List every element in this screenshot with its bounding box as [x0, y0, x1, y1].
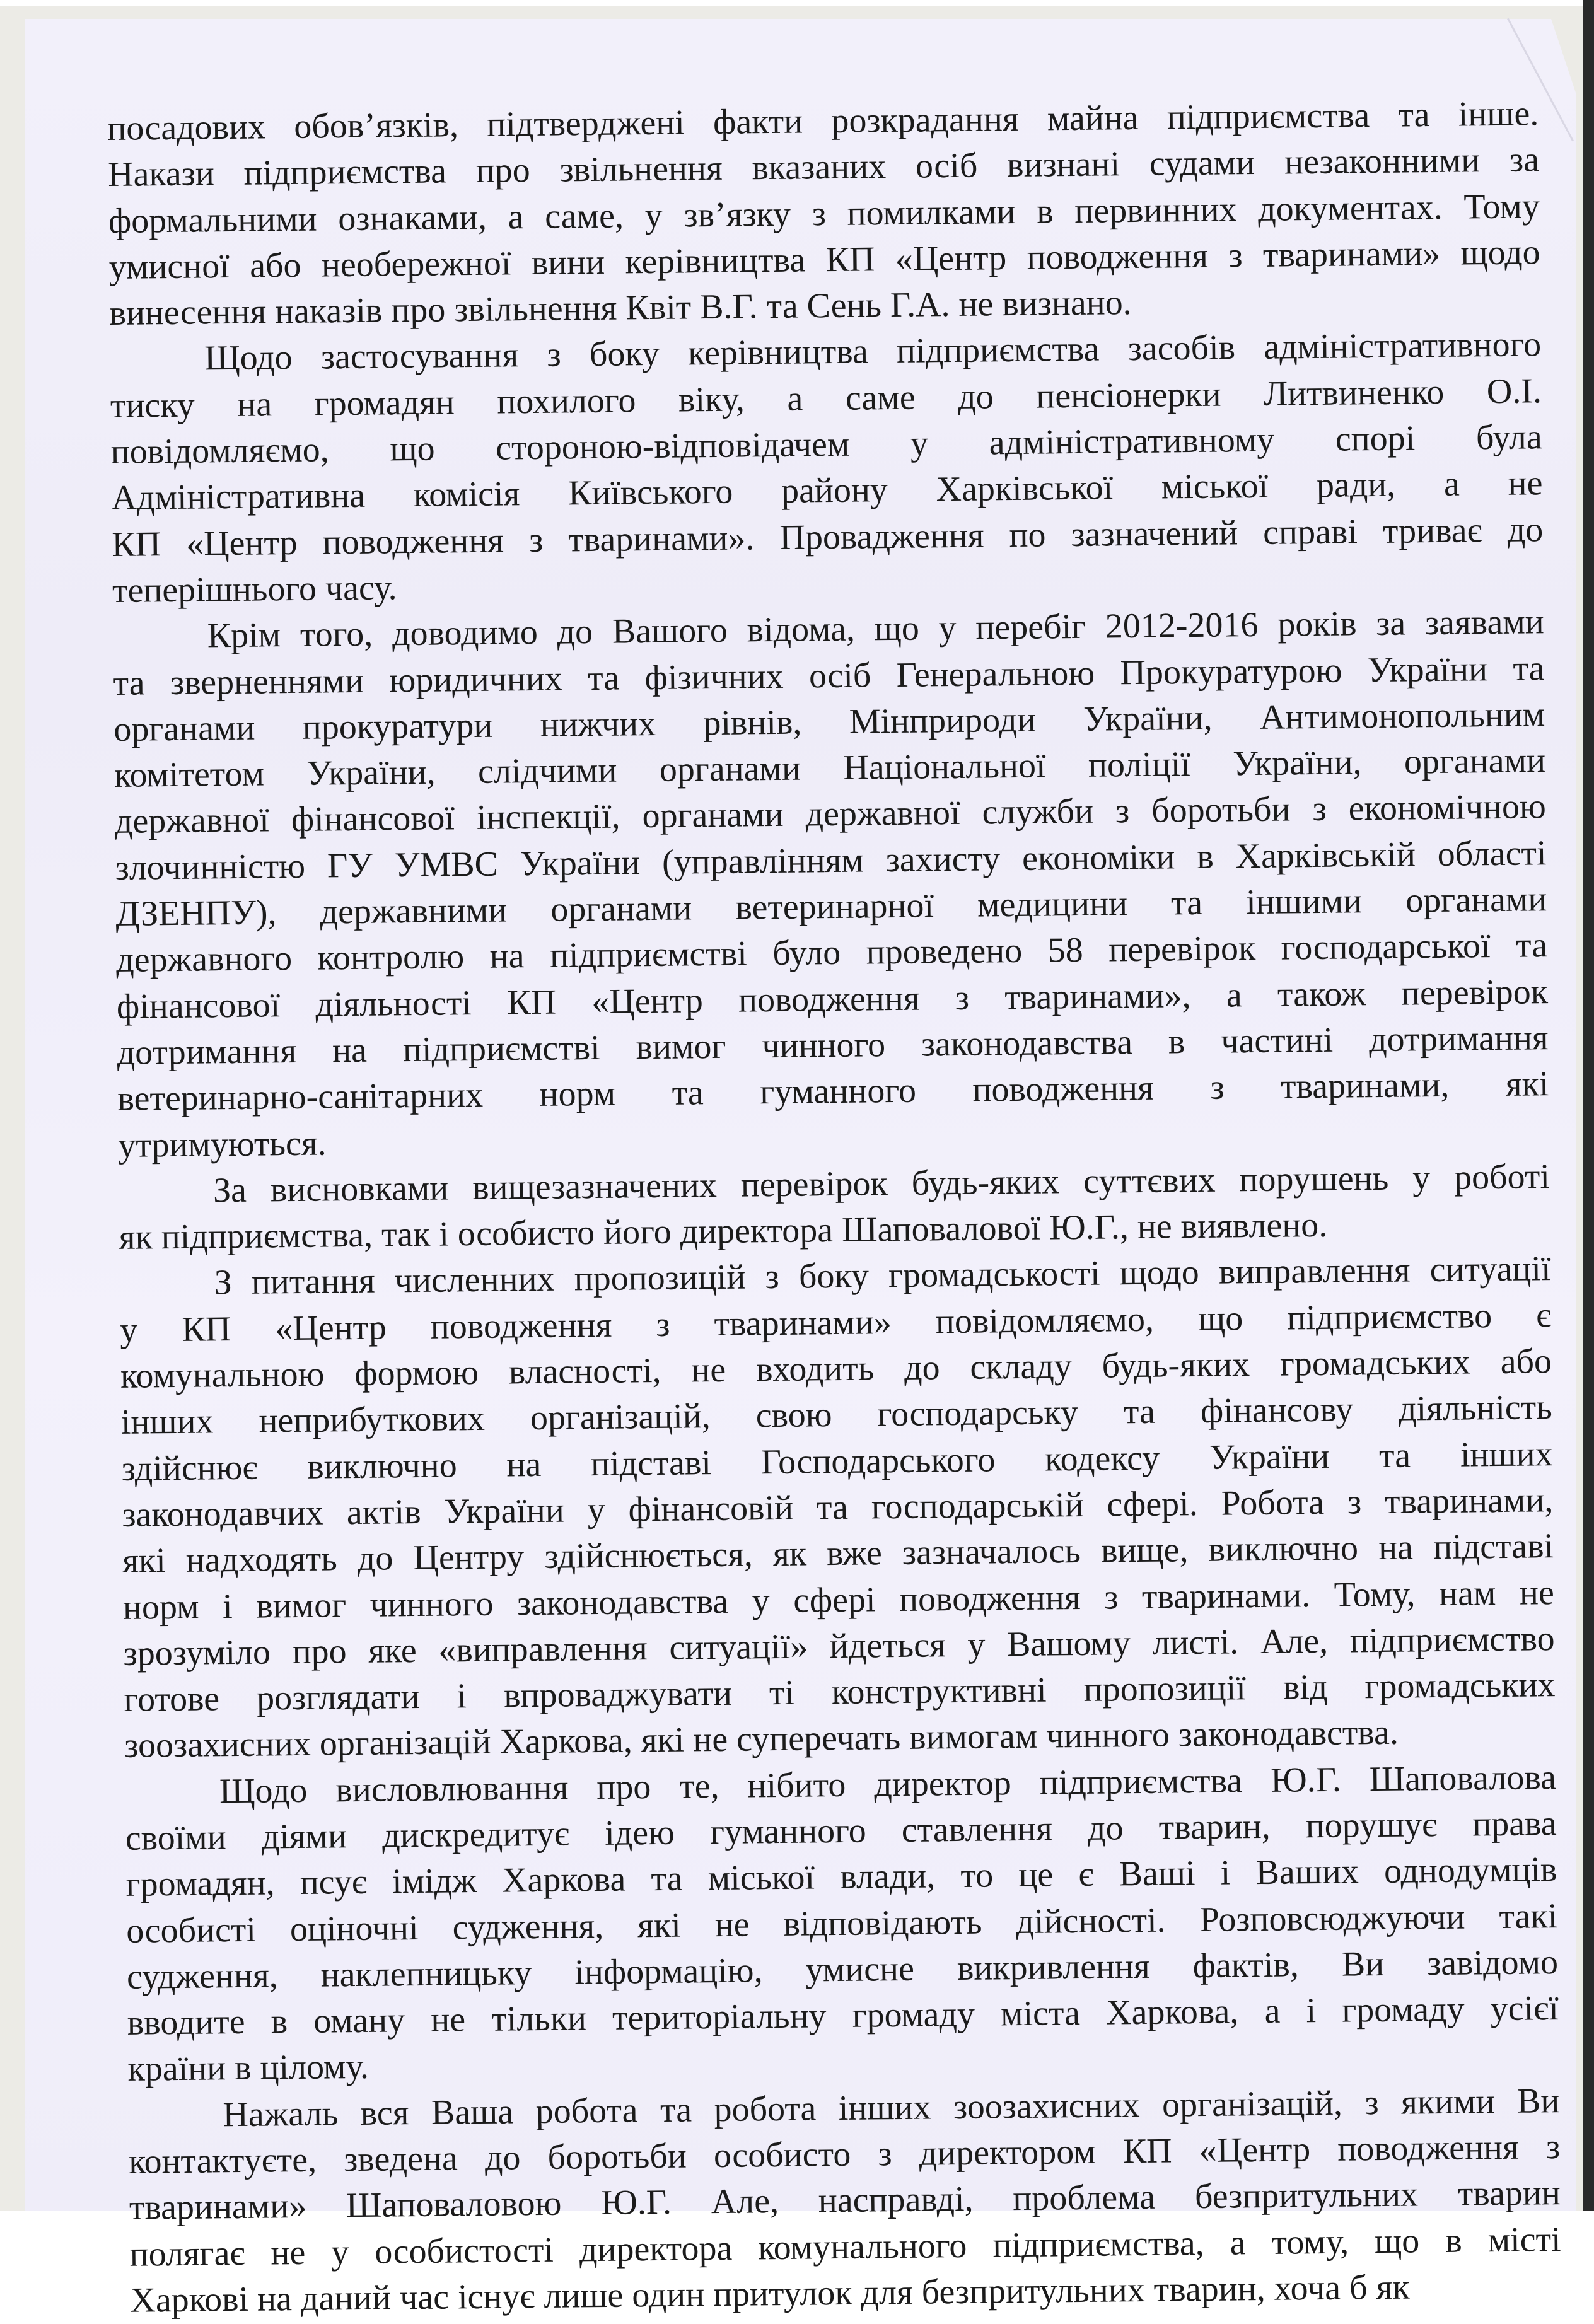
text-line: ДЗЕНПУ), державними органами ветеринарної медицини та іншими органами [115, 880, 1547, 934]
text-line: дотримання на підприємстві вимог чинного законодавства в частині дотримання [117, 1018, 1549, 1072]
text-line: вводите в оману не тільки територіальну громаду міста Харкова, а і громаду усієї [127, 1989, 1559, 2043]
paragraph [110, 322, 1544, 615]
text-line: державного контролю на підприємстві було проведено 58 перевірок господарської та [115, 926, 1548, 980]
paragraph [107, 91, 1541, 337]
text-line: інших неприбуткових організацій, свою господарську та фінансову діяльність [120, 1388, 1553, 1443]
text-line: злочинністю ГУ УМВС України (управлінням захисту економіки в Харківській області [115, 833, 1547, 888]
paragraph [125, 1755, 1559, 2093]
text-line: комунальною формою власності, не входить до складу будь-яких громадських або [120, 1342, 1552, 1396]
text-line: теперішнього часу. [112, 568, 397, 610]
text-line: своїми діями дискредитує ідею гуманного ставлення до тварин, порушує права [125, 1804, 1557, 1858]
text-line: комітетом України, слідчими органами Національної поліції України, органами [113, 741, 1546, 796]
text-line: фінансової діяльності КП «Центр поводження з тваринами», а також перевірок [116, 972, 1549, 1026]
text-line: полягає не у особистості директора комунального підприємства, а тому, що в місті [129, 2219, 1561, 2274]
text-line: ветеринарно-санітарних норм та гуманного поводження з тваринами, які [117, 1064, 1549, 1119]
text-line: Крім того, доводимо до Вашого відома, що у перебіг 2012-2016 років за заявами [207, 602, 1545, 656]
text-line: посадових обов’язків, підтверджені факти розкрадання майна підприємства та інше. [107, 94, 1539, 148]
paragraph [112, 599, 1549, 1168]
text-line: утримуються. [117, 1123, 327, 1165]
text-line: тваринами» Шаповаловою Ю.Г. Але, насправді, проблема безпритульних тварин [129, 2173, 1561, 2228]
text-line: Харкові на даний час існує лише один притулок для безпритульних тварин, хоча б як [130, 2267, 1410, 2320]
text-line: громадян, псує імідж Харкова та міської влади, то це є Ваші і Ваших однодумців [125, 1850, 1557, 1905]
text-line: тиску на громадян похилого віку, а саме до пенсіонерки Литвиненко О.І. [110, 371, 1542, 426]
text-line: Нажаль вся Ваша робота та робота інших зоозахисних організацій, з якими Ви [223, 2081, 1560, 2135]
text-line: у КП «Центр поводження з тваринами» повідомляємо, що підприємство є [120, 1295, 1552, 1350]
text-line: формальними ознаками, а саме, у зв’язку з помилками в первинних документах. Тому [108, 186, 1540, 241]
paragraph [128, 2078, 1562, 2324]
text-line: здійснює виключно на підставі Господарського кодексу України та інших [121, 1434, 1553, 1489]
text-line: які надходять до Центру здійснюється, як вже зазначалось вище, виключно на підставі [122, 1526, 1554, 1581]
text-line: готове розглядати і впроваджувати ті конструктивні пропозиції від громадських [124, 1665, 1556, 1719]
text-line: зоозахисних організацій Харкова, які не суперечать вимогам чинного законодавства. [124, 1713, 1399, 1766]
text-line: як підприємства, так і особисто його директора Шаповалової Ю.Г., не виявлено. [119, 1205, 1328, 1258]
text-line: зрозуміло про яке «виправлення ситуації» йдеться у Вашому листі. Але, підприємство [123, 1618, 1555, 1673]
text-line: Адміністративна комісія Київського району Харківської міської ради, а не [111, 463, 1543, 518]
scanner-edge [1583, 0, 1594, 2211]
text-line: судження, наклепницьку інформацію, умисне викривлення фактів, Ви завідомо [126, 1942, 1559, 1997]
letter-body [107, 91, 1562, 2324]
text-line: Накази підприємства про звільнення вказаних осіб визнані судами незаконними за [107, 140, 1540, 195]
text-line: законодавчих актів України у фінансовій та господарській сфері. Робота з тваринами, [122, 1480, 1554, 1535]
text-line: державної фінансової інспекції, органами державної служби з боротьби з економічною [114, 787, 1547, 842]
text-line: контактуєте, зведена до боротьби особисто з директором КП «Центр поводження з [128, 2127, 1561, 2182]
text-line: країни в цілому. [127, 2047, 369, 2089]
text-line: повідомляємо, що стороною-відповідачем у адміністративному спорі була [110, 417, 1542, 472]
text-line: КП «Центр поводження з тваринами». Провадження по зазначений справі триває до [111, 509, 1544, 564]
text-line: винесення наказів про звільнення Квіт В.Г. та Сень Г.А. не визнано. [109, 283, 1132, 334]
text-line: За висновками вищезазначених перевірок будь-яких суттєвих порушень у роботі [212, 1156, 1550, 1211]
text-line: норм і вимог чинного законодавства у сфері поводження з тваринами. Тому, нам не [122, 1572, 1555, 1627]
text-line: та зверненнями юридичних та фізичних осіб Генеральною Прокуратурою України та [113, 648, 1545, 703]
text-line: особисті оціночні судження, які не відповідають дійсності. Розповсюджуючи такі [125, 1896, 1558, 1951]
text-line: Щодо висловлювання про те, нібито директор підприємства Ю.Г. Шаповалова [219, 1757, 1557, 1811]
text-line: Щодо застосування з боку керівництва підприємства засобів адміністративного [204, 325, 1542, 378]
paragraph [119, 1154, 1550, 1261]
text-line: умисної або необережної вини керівництва КП «Центр поводження з тваринами» щодо [108, 233, 1540, 287]
text-line: органами прокуратури нижчих рівнів, Мінприроди України, Антимонопольним [113, 695, 1545, 749]
paragraph [119, 1246, 1556, 1770]
text-line: З питання численних пропозицій з боку громадськості щодо виправлення ситуації [214, 1249, 1551, 1303]
